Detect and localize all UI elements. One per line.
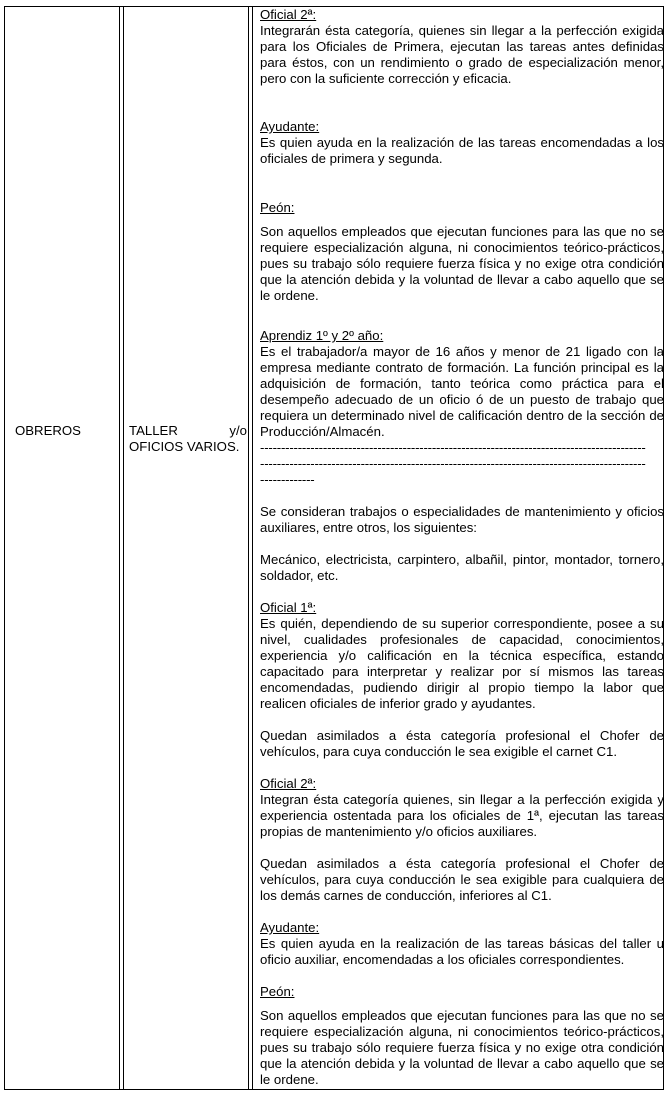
area-line-1 bbox=[129, 423, 247, 439]
ayudante-title: Ayudante: bbox=[260, 119, 320, 134]
m-peon-text: Son aquellos empleados que ejecutan funciones para las que no se requiere especialización alguna, ni conocimientos teórico-prácticos, pues su trabajo sólo requiere fuerza física y no exige otra condición que la atención debida y la voluntad de llevar a cabo aquello que se le ordene. bbox=[260, 1008, 664, 1087]
m-peon-title-text: Peón: bbox=[260, 984, 295, 999]
m-oficial2-text: Integran ésta categoría quienes, sin llegar a la perfección exigida y experiencia ostentada para los oficiales de 1ª, ejecutan las tareas propias de mantenimiento y/o oficios auxiliares. bbox=[260, 792, 664, 839]
separator-line: -------------------------------------------------------------------------------------------- bbox=[260, 440, 646, 455]
m-ayudante-text: Es quien ayuda en la realización de las tareas básicas del taller u oficio auxiliar, encomendadas a los oficiales correspondientes. bbox=[260, 936, 664, 967]
separator bbox=[260, 440, 664, 488]
aprendiz-block bbox=[260, 328, 664, 440]
m-oficial1-note: Quedan asimilados a ésta categoría profesional el Chofer de vehículos, para cuya conducción le sea exigible el carnet C1. bbox=[260, 728, 664, 759]
peon-text: Son aquellos empleados que ejecutan funciones para las que no se requiere especialización alguna, ni conocimientos teórico-prácticos, pues su trabajo sólo requiere fuerza física y no exige otra condición que la atención debida y la voluntad de llevar a cabo aquello que se le ordene. bbox=[260, 224, 664, 303]
m-oficial1-text: Es quién, dependiendo de su superior correspondiente, posee a su nivel, cualidades profesionales de capacidad, conocimientos, experiencia y/o calificación en la técnica específica, estando capacitado para interpretar y realizar por sí mismos las tareas encomendadas, pudiendo dirigir al propio tiempo la labor que realicen oficiales de inferior grado y ayudantes. bbox=[260, 616, 664, 711]
area-line-2: OFICIOS VARIOS. bbox=[129, 439, 240, 454]
m-ayudante-block bbox=[260, 920, 664, 968]
area-word-2: y/o bbox=[229, 423, 247, 438]
m-peon-title bbox=[260, 984, 664, 1000]
m-oficial2-block bbox=[260, 776, 664, 840]
area-word-1: TALLER bbox=[129, 423, 178, 438]
job-category-table bbox=[4, 6, 664, 1090]
m-ayudante-title: Ayudante: bbox=[260, 920, 320, 935]
oficial2-text: Integrarán ésta categoría, quienes sin llegar a la perfección exigida para los Oficiales de Primera, ejecutan las tareas antes definidas para éstos, con un rendimiento o grado de especialización menor, pero con la suficiente corrección y eficacia. bbox=[260, 23, 664, 86]
column-divider bbox=[123, 7, 124, 1089]
maintenance-trades-list: Mecánico, electricista, carpintero, albañil, pintor, montador, tornero, soldador, etc. bbox=[260, 552, 664, 583]
column-divider bbox=[248, 7, 249, 1089]
area-cell bbox=[129, 423, 247, 455]
oficial2-block bbox=[260, 7, 664, 87]
peon-title-text: Peón: bbox=[260, 200, 295, 215]
separator-line: -------------------------------------------------------------------------------------------- bbox=[260, 456, 646, 471]
m-oficial1-title: Oficial 1ª: bbox=[260, 600, 317, 615]
m-oficial1-block bbox=[260, 600, 664, 712]
m-oficial2-note: Quedan asimilados a ésta categoría profesional el Chofer de vehículos, para cuya conducción le sea exigible para cualquiera de los demás carnes de conducción, inferiores al C1. bbox=[260, 856, 664, 903]
column-divider bbox=[119, 7, 120, 1089]
maintenance-intro: Se consideran trabajos o especialidades de mantenimiento y oficios auxiliares, entre otros, los siguientes: bbox=[260, 504, 664, 535]
peon-title bbox=[260, 200, 664, 216]
aprendiz-text: Es el trabajador/a mayor de 16 años y menor de 21 ligado con la empresa mediante contrato de formación. La función principal es la adquisición de formación, tanto teórica como práctica para el desempeño adecuado de un oficio ó de un puesto de trabajo que requiera un determinado nivel de calificación dentro de la sección de Producción/Almacén. bbox=[260, 344, 664, 439]
separator-line: ------------- bbox=[260, 472, 315, 487]
oficial2-title: Oficial 2ª: bbox=[260, 7, 317, 22]
aprendiz-title: Aprendiz 1º y 2º año: bbox=[260, 328, 384, 343]
ayudante-block bbox=[260, 119, 664, 167]
category-cell: OBREROS bbox=[15, 423, 81, 438]
column-divider bbox=[252, 7, 253, 1089]
ayudante-text: Es quien ayuda en la realización de las tareas encomendadas a los oficiales de primera y segunda. bbox=[260, 135, 664, 166]
m-oficial2-title: Oficial 2ª: bbox=[260, 776, 317, 791]
